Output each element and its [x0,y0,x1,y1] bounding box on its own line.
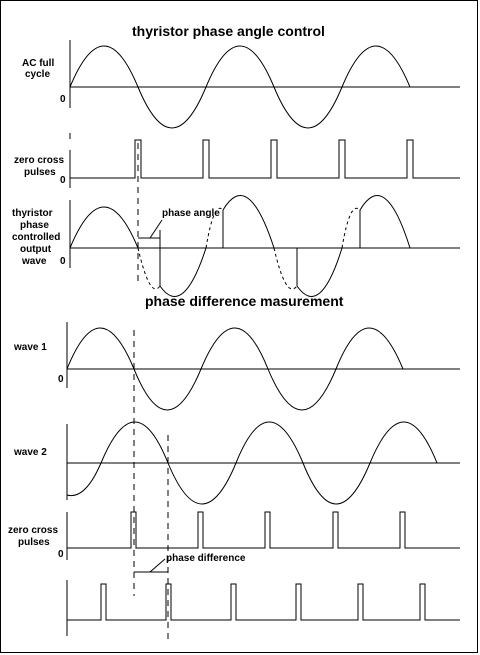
zero-label-wave1: 0 [58,374,64,385]
label-wave-2: wave 2 [14,447,47,458]
label-phase: phase [20,220,49,231]
zero-label-zc: 0 [60,175,66,186]
label-pulses: pulses [24,167,56,178]
label-wave-1: wave 1 [14,342,47,353]
missing-wave-segment [138,208,360,289]
title-phase-difference: phase difference masurement [145,293,344,309]
label-pulses-bottom: pulses [18,537,50,548]
title-phase-angle-control: thyristor phase angle control [132,23,325,39]
label-wave: wave [22,256,47,267]
zero-label-ac: 0 [60,94,66,105]
label-cycle: cycle [25,69,51,80]
phase-difference-leader [150,559,165,572]
label-output: output [20,244,52,255]
zero-label-out: 0 [60,256,66,267]
zero-cross-pulses-wave1 [67,512,460,548]
label-thyristor: thyristor [12,208,53,219]
zero-cross-pulses-wave2 [67,584,460,620]
label-zero-cross-bottom: zero cross [8,525,59,536]
label-controlled: controlled [12,232,61,243]
zero-cross-pulse-train [70,140,460,178]
label-phase-difference: phase difference [166,553,246,564]
zero-label-zc-bottom: 0 [58,549,64,560]
thyristor-output-wave [70,196,410,297]
label-ac-full: AC full [22,58,55,69]
label-phase-angle: phase angle [162,208,220,219]
label-zero-cross: zero cross [14,155,65,166]
